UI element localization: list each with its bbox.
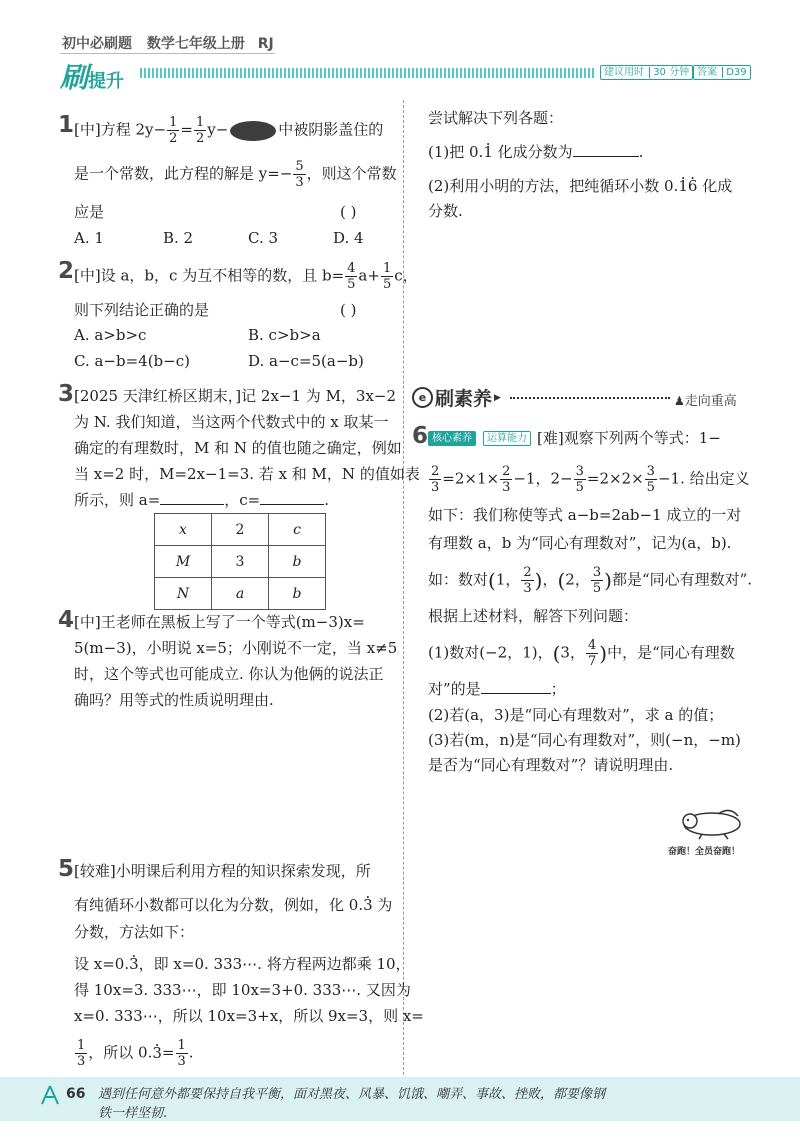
q5-text: ，即 x=0. 333⋯. 将方程两边都乘 10， [138,955,411,973]
q6-fraction: $\frac{2}{3}$ [523,565,532,596]
book-name: 初中必刷题 [62,36,132,52]
q5-text: (2)利用小明的方法，把纯循环小数 0. [428,177,679,195]
time-badge [600,65,693,80]
q2-fraction: $\frac{4}{5}$ [347,261,356,292]
q5-text: (1)把 0. [428,143,484,161]
table-cell: N [155,578,212,610]
section-2-dotted-rule [510,397,670,399]
table-row [155,546,326,578]
q6-text: (1)数对(−2，1)， [428,643,553,662]
q5-continue-intro: 尝试解决下列各题： [428,109,564,127]
header-dotted-bar [140,68,595,78]
time-value: 30 分钟 [649,67,689,78]
q6-fraction: $\frac{2}{3}$ [502,464,511,495]
section-2-title [412,384,501,411]
question-5-line-7 [74,1038,194,1069]
q5-fraction: $\frac{1}{3}$ [77,1038,86,1069]
table-cell: c [269,514,326,546]
q6-pair: ) [604,568,612,593]
runner-icon: ♟ [674,394,685,408]
table-cell: x [155,514,212,546]
question-2-answer-paren: ( ) [340,301,357,319]
q3-text: . [324,491,330,509]
q1-text: ，则这个常数 [306,164,397,183]
q5-part-2-cont: 分数. [428,202,463,220]
question-1-line-1 [74,115,383,146]
q1-difficulty: [中] [74,120,101,139]
q6-text: 中，是“同心有理数 [607,643,735,662]
question-5-line-6: x=0. 333⋯，所以 10x=3+x，所以 9x=3，则 x= [74,1007,424,1025]
question-5-line-3: 分数，方法如下： [74,923,195,941]
q1-option-d: D. 4 [333,229,364,247]
q1-text: 中被阴影盖住的 [278,120,384,139]
question-4-number: 4 [58,607,75,633]
question-1-line-3: 应是 [74,203,105,221]
edition-label: RJ [257,36,274,52]
question-6-line-6: 根据上述材料，解答下列问题： [428,607,639,625]
q6-pair: ( [552,641,561,666]
q6-text: =2×2× [586,469,644,488]
question-5-line-5: 得 10x=3. 333⋯，即 10x=3+0. 333⋯. 又因为 [74,981,411,999]
q6-fraction: $\frac{3}{5}$ [575,464,584,495]
footer-motto-line-1: 遇到任何意外都要保持自我平衡，面对黑夜、风暴、饥饿、嘲弄、事故、挫败，都要像钢 [98,1087,606,1102]
question-3-line-3: 确定的有理数时，M 和 N 的值也随之确定，例如 [74,439,402,457]
q6-text: ； [550,680,566,698]
q2-text: a+ [358,266,380,285]
question-4-line-3: 时，这个等式也可能成立. 你认为他俩的说法正 [74,665,384,683]
q2-text: c， [394,266,418,285]
answer-blank-pair [481,693,551,694]
table-cell: b [269,578,326,610]
table-cell: 2 [212,514,269,546]
q6-pair-value: 2， [565,570,590,589]
repeating-digit: 3 · [152,1044,162,1062]
answer-page: D39 [722,67,746,78]
q6-pair-value: 3， [560,643,585,662]
q2-option-c: C. a−b=4(b−c) [74,352,190,370]
question-1-line-2 [74,159,397,190]
question-3-number: 3 [58,381,75,407]
footer-logo-icon [38,1083,62,1111]
q6-text: −1. 给出定义 [657,469,750,488]
mascot-illustration [668,800,752,857]
q2-fraction: $\frac{1}{5}$ [382,261,392,292]
q6-skill-badge: 运算能力 [483,431,531,446]
q3-value-table [154,513,326,610]
question-2-line-2: 则下列结论正确的是 [74,301,210,319]
q6-fraction: $\frac{2}{3}$ [431,464,440,495]
section-title [60,56,124,96]
question-6-line-3: 如下：我们称使等式 a−b=2ab−1 成立的一对 [428,506,742,524]
q5-text: 为 [372,896,393,914]
q6-text: −1，2− [513,469,573,488]
question-3-line-2: 为 N. 我们知道，当这两个代数式中的 x 取某一 [74,413,389,431]
shaded-blob [230,121,276,141]
page-number: 66 [66,1086,86,1102]
answer-badge [693,65,751,80]
answer-blank-fraction [573,156,639,157]
running-mascot-icon [672,800,752,840]
q5-fraction: $\frac{1}{3}$ [177,1038,186,1069]
repeating-digit: 3 · [129,955,139,973]
q2-option-d: D. a−c=5(a−b) [248,352,364,370]
q6-text: 对”的是 [428,680,481,698]
question-3-line-1: [2025 天津红桥区期末，]记 2x−1 为 M，3x−2 [74,387,397,405]
slogan-text: 走向重高 [684,394,737,409]
repeating-digit: 3 · [363,896,373,914]
question-6-line-10: (3)若(m，n)是“同心有理数对”，则(−n，−m) [428,731,741,749]
repeating-digit: 1 · [678,177,688,195]
q6-core-literacy-badge: 核心素养 [428,431,476,446]
q1-option-b: B. 2 [163,229,194,247]
table-row [155,514,326,546]
table-cell: a [212,578,269,610]
q5-text: = [161,1043,175,1062]
q6-text: 如：数对 [428,570,489,589]
answer-blank-a [160,504,224,505]
q1-text: = [180,120,193,139]
q1-fraction: $\frac{1}{2}$ [169,115,178,146]
q6-pair: ( [557,568,566,593]
q2-option-b: B. c>b>a [248,326,321,344]
section-2-title-text: 刷素养 [435,388,493,410]
question-6-line-8 [428,677,566,701]
q2-text: 设 a，b，c 为互不相等的数，且 b= [100,266,345,285]
header-book-title [62,33,274,53]
q5-part-1 [428,140,643,164]
q5-text: 有纯循环小数都可以化为分数，例如，化 0. [74,896,364,914]
repeating-digit: 6 · [688,177,698,195]
question-2-line-1 [74,261,418,292]
q6-pair: ) [599,641,608,666]
question-6-line-5 [428,565,752,596]
q6-fraction: $\frac{3}{5}$ [592,565,602,596]
question-6-line-2 [428,464,750,495]
q5-text: 化成分数为 [492,143,573,161]
question-6-line-4: 有理数 a，b 为“同心有理数对”，记为(a，b). [428,534,732,552]
question-5-line-2 [74,893,392,917]
question-6-line-11: 是否为“同心有理数对”？请说明理由. [428,756,674,774]
section-title-small: 提升 [88,71,125,92]
mascot-caption: 奋跑！全员奋跑！ [668,847,741,857]
section-title-big: 刷 [60,61,89,94]
q1-text: 方程 2y− [100,120,167,139]
answer-label: 答案 [697,67,717,78]
section-2-icon: e [412,387,433,408]
question-5-line-4 [74,952,411,976]
question-3-line-4: 当 x=2 时，M=2x−1=3. 若 x 和 M，N 的值如表 [74,465,420,483]
time-label: 建议用时 [604,67,644,78]
q6-text: =2×1× [442,469,500,488]
q6-pair-value: 1， [495,570,521,589]
q2-option-a: A. a>b>c [74,326,147,344]
question-5-number: 5 [58,856,75,882]
question-1-number: 1 [58,112,75,138]
q1-text: 是一个常数，此方程的解是 y=− [74,164,293,183]
q6-pair: ( [488,568,496,593]
q1-text: y− [207,120,229,139]
repeating-digit: 1 · [483,143,493,161]
q5-text: . [188,1043,194,1062]
q1-option-a: A. 1 [74,229,104,247]
q5-text: 化成 [697,177,733,195]
triangle-icon: ▶ [494,392,501,403]
question-1-answer-paren: ( ) [340,203,357,221]
q3-text: ，c= [224,491,261,509]
q6-pair: ) [534,568,543,593]
q5-text: 设 x=0. [74,955,130,973]
question-5-line-1: [较难]小明课后利用方程的知识探索发现，所 [74,862,371,880]
question-2-number: 2 [58,258,75,284]
q5-text: ，所以 0. [88,1043,153,1062]
table-cell: 3 [212,546,269,578]
question-4-line-4: 确吗？用等式的性质说明理由. [74,691,274,709]
table-cell: b [269,546,326,578]
question-6-line-1: [难]观察下列两个等式：1− [537,429,721,447]
q5-text: . [638,143,644,161]
q6-fraction: $\frac{3}{5}$ [646,464,655,495]
question-4-line-1: [中]王老师在黑板上写了一个等式(m−3)x= [74,613,365,631]
header-underline [60,53,275,54]
section-2-slogan [674,390,737,409]
q6-text: ， [542,570,558,589]
q2-difficulty: [中] [74,266,101,285]
table-row [155,578,326,610]
question-6-number: 6 [412,423,429,449]
q1-fraction: $\frac{5}{3}$ [295,159,304,190]
q6-fraction: $\frac{4}{7}$ [587,638,597,669]
q6-text: 都是“同心有理数对”. [611,570,753,589]
question-4-line-2: 5(m−3)，小明说 x=5；小刚说不一定，当 x≠5 [74,639,398,657]
answer-blank-c [260,504,324,505]
q3-text: 所示，则 a= [74,491,161,509]
q1-fraction: $\frac{1}{2}$ [195,115,205,146]
table-cell: M [155,546,212,578]
question-6-line-7 [428,638,735,669]
question-6-line-9: (2)若(a，3)是“同心有理数对”，求 a 的值； [428,706,724,724]
q1-option-c: C. 3 [248,229,279,247]
column-divider [403,100,404,1075]
subject-name: 数学七年级上册 [146,36,245,52]
question-3-line-5 [74,488,329,512]
footer-motto-line-2: 铁一样坚韧. [98,1106,168,1121]
q5-part-2 [428,174,732,198]
